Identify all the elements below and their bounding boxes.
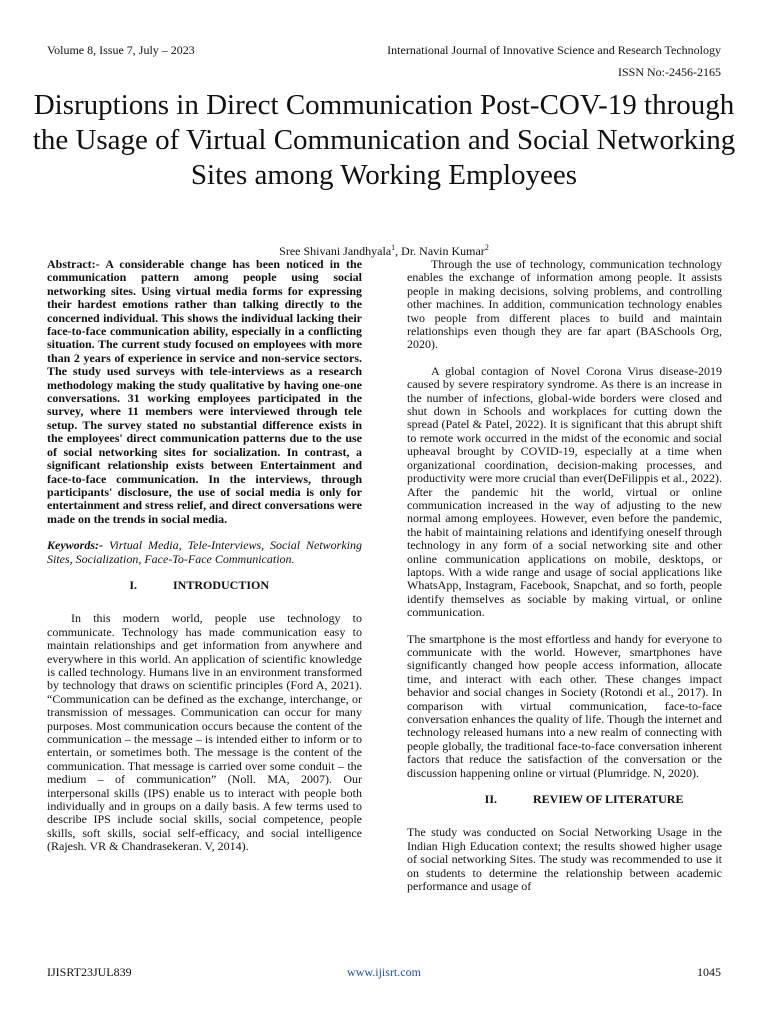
- page-number: 1045: [697, 965, 721, 979]
- journal-name: International Journal of Innovative Science and Research Technology: [387, 43, 721, 57]
- section-title: REVIEW OF LITERATURE: [533, 792, 684, 807]
- right-column: [407, 258, 722, 906]
- issn: ISSN No:-2456-2165: [617, 65, 721, 79]
- left-column: [47, 258, 362, 867]
- abstract: Abstract:- A considerable change has been noticed in the communication pattern among people using social networking sites. Using virtual media forms for expressing their hardest emotions rather than talking directly to the concerned individual. This shows the individual lacking their face-to-face communication ability, especially in a conflicting situation. The current study focused on employees with more than 2 years of experience in service and non-service sectors. The study used surveys with tele-interviews as a research methodology making the study qualitative by having one-one conversations. 31 working employees participated in the survey, where 11 members were interviewed through tele setup. The survey stated no substantial difference exists in the employees' direct communication patterns due to the use of social networking sites for socialization. In contrast, a significant relationship exists between Entertainment and face-to-face communication. In the interviews, through participants' disclosure, the use of social media is only for entertainment and stress relief, and direct conversations were made on the trends in social media.: [47, 257, 362, 526]
- author-separator: ,: [395, 244, 402, 258]
- author-1-affiliation: 1: [391, 243, 396, 252]
- paragraph-review: The study was conducted on Social Networking Usage in the Indian High Education context; the results showed higher usage of social networking Sites. The study was recommended to use it on students to determine the relationship between academic performance and usage of: [407, 825, 722, 894]
- paper-title: Disruptions in Direct Communication Post-COV-19 through the Usage of Virtual Communication and Social Networking Sites among Working Employees: [32, 89, 736, 191]
- paragraph-covid: A global contagion of Novel Corona Virus disease-2019 caused by severe respiratory syndrome. As there is an increase in the number of infections, global-wide borders were closed and shut down in Schools and workplaces for cutting down the spread (Patel & Patel, 2022). It is significant that this abrupt shift to remote work occurred in the midst of the economic and social upheaval brought by COVID-19, especially at a time when organizational coordination, decision-making processes, and productivity were more crucial than ever(DeFilippis et al., 2022). After the pandemic hit the world, virtual or online communication increased in the way of adjusting to the new normal among employees. However, even before the pandemic, the habit of maintaining relations and identifying oneself through technology in any form of a social networking site and other online communication applications on mobile, desktops, or laptops. With a wide range and usage of social applications like WhatsApp, Instagram, Facebook, Snapchat, and so forth, people identify themselves as sociable by making virtual, or online communication.: [407, 363, 722, 620]
- section-number: I.: [129, 577, 137, 592]
- section-number: II.: [484, 792, 497, 807]
- paragraph-communication-technology: Through the use of technology, communication technology enables the exchange of information among people. It assists people in making decisions, solving problems, and controlling other machines. In addition, communication technology enables two people from different places to build and maintain relationships even though they are far apart (BASchools Org, 2020).: [407, 257, 722, 352]
- volume-info: Volume 8, Issue 7, July – 2023: [47, 43, 195, 57]
- section-heading-review: [407, 793, 722, 806]
- keywords-text: Virtual Media, Tele-Interviews, Social Networking Sites, Socialization, Face-To-Face Communication.: [47, 538, 362, 566]
- keywords-label: Keywords:-: [47, 538, 103, 553]
- keywords: [47, 539, 362, 566]
- section-heading-introduction: [47, 579, 362, 592]
- author-2: Dr. Navin Kumar: [401, 244, 485, 258]
- paragraph-smartphone: The smartphone is the most effortless and handy for everyone to communicate with the world. However, smartphones have significantly changed how people access information, allocate time, and interact with each other. These changes impact behavior and social changes in Society (Rotondi et al., 2017). In comparison with virtual communication, face-to-face conversation enhances the quality of life. Though the internet and technology released humans into a new realm of connecting with people globally, the traditional face-to-face conversation inherent factors that reduce the satisfaction of the conversation or the discussion happening online or virtual (Plumridge. N, 2020).: [407, 631, 723, 780]
- journal-url-link[interactable]: www.ijisrt.com: [347, 965, 421, 979]
- paper-id: IJISRT23JUL839: [47, 965, 132, 979]
- author-2-affiliation: 2: [484, 243, 489, 252]
- author-1: Sree Shivani Jandhyala: [279, 244, 392, 258]
- section-title: INTRODUCTION: [173, 577, 270, 592]
- introduction-paragraph: In this modern world, people use technology to communicate. Technology has made communication easy to maintain relationships and get information from anywhere and everywhere in this world. An application of scientific knowledge is called technology. Humans live in an environment transformed by technology that draws on scientific principles (Ford A, 2021). “Communication can be defined as the exchange, interchange, or transmission of messages. Communication can occur for many purposes. Most communication occurs because the content of the communication – the message – is intended either to inform or to entertain, or sometimes both. The message is the content of the communication. That message is carried over some conduit – the medium – of communication” (Noll. MA, 2007). Our interpersonal skills (IPS) enable us to interact with people both individually and in groups on a daily basis. A few terms used to describe IPS include social skills, social competence, people skills, soft skills, social self-efficacy, and social intelligence (Rajesh. VR & Chandrasekeran. V, 2014).: [47, 611, 362, 854]
